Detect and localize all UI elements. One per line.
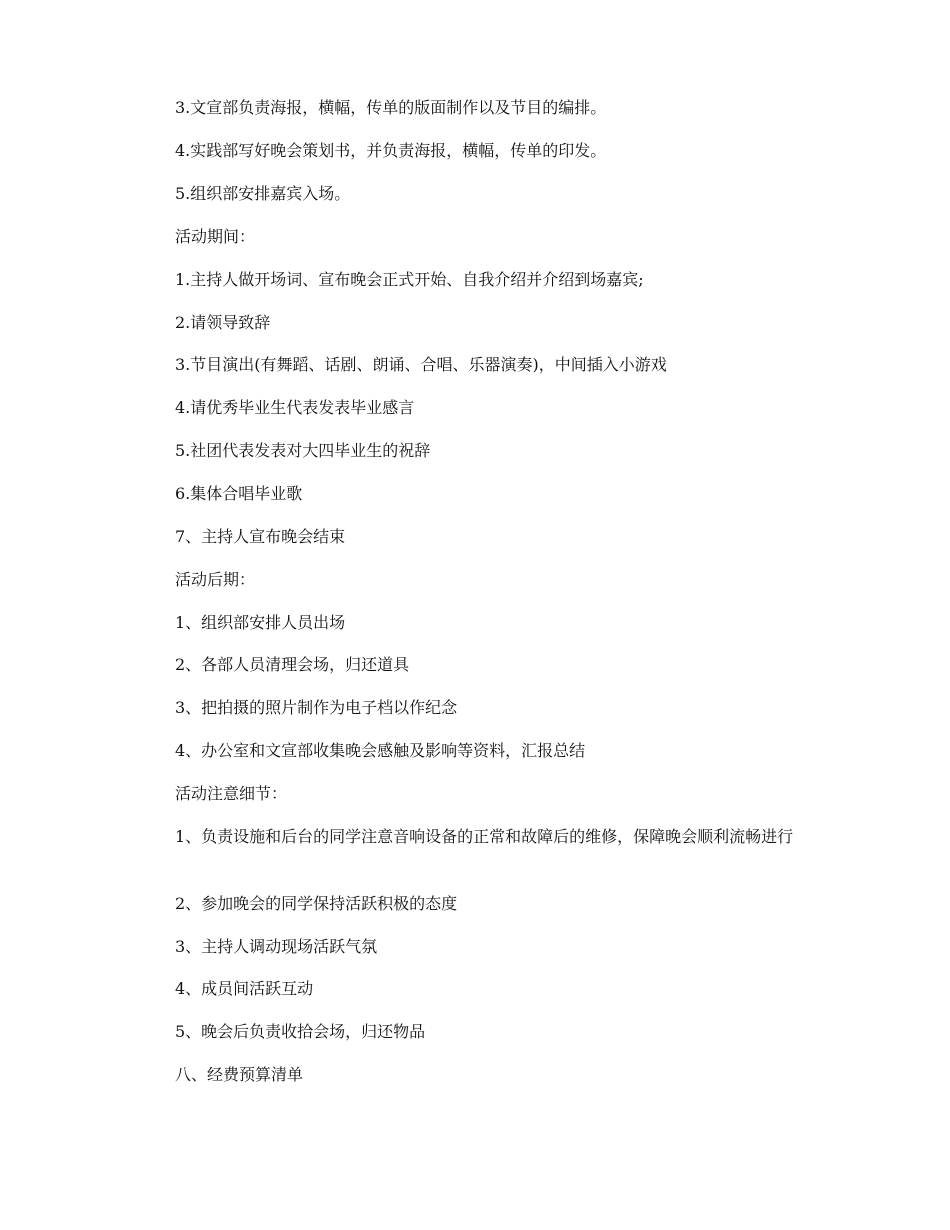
text-line: 3.文宣部负责海报，横幅，传单的版面制作以及节目的编排。 <box>175 98 607 117</box>
text-line: 4.实践部写好晚会策划书，并负责海报，横幅，传单的印发。 <box>175 141 607 160</box>
text-line: 1、组织部安排人员出场 <box>175 613 346 632</box>
text-line: 2、各部人员清理会场，归还道具 <box>175 655 410 674</box>
section-heading: 活动注意细节： <box>175 784 288 803</box>
text-line: 6.集体合唱毕业歌 <box>175 484 303 503</box>
text-line: 5、晚会后负责收拾会场，归还物品 <box>175 1022 426 1041</box>
text-line: 3.节目演出(有舞蹈、话剧、朗诵、合唱、乐器演奏)，中间插入小游戏 <box>175 355 667 374</box>
text-line: 3、把拍摄的照片制作为电子档以作纪念 <box>175 698 458 717</box>
text-line: 7、主持人宣布晚会结束 <box>175 527 346 546</box>
text-line: 5.社团代表发表对大四毕业生的祝辞 <box>175 441 431 460</box>
text-paragraph: 1、负责设施和后台的同学注意音响设备的正常和故障后的维修，保障晚会顺利流畅进行 <box>175 827 794 846</box>
text-line: 2.请领导致辞 <box>175 313 271 332</box>
text-line: 5.组织部安排嘉宾入场。 <box>175 184 351 203</box>
text-line: 4、成员间活跃互动 <box>175 979 314 998</box>
text-line: 2、参加晚会的同学保持活跃积极的态度 <box>175 894 458 913</box>
text-line: 1.主持人做开场词、宣布晚会正式开始、自我介绍并介绍到场嘉宾; <box>175 270 644 289</box>
text-line: 4.请优秀毕业生代表发表毕业感言 <box>175 398 415 417</box>
text-line: 4、办公室和文宣部收集晚会感触及影响等资料，汇报总结 <box>175 741 586 760</box>
section-heading: 活动后期： <box>175 570 256 589</box>
section-heading: 活动期间： <box>175 227 256 246</box>
section-heading: 八、经费预算清单 <box>175 1065 304 1084</box>
text-line: 3、主持人调动现场活跃气氛 <box>175 937 378 956</box>
